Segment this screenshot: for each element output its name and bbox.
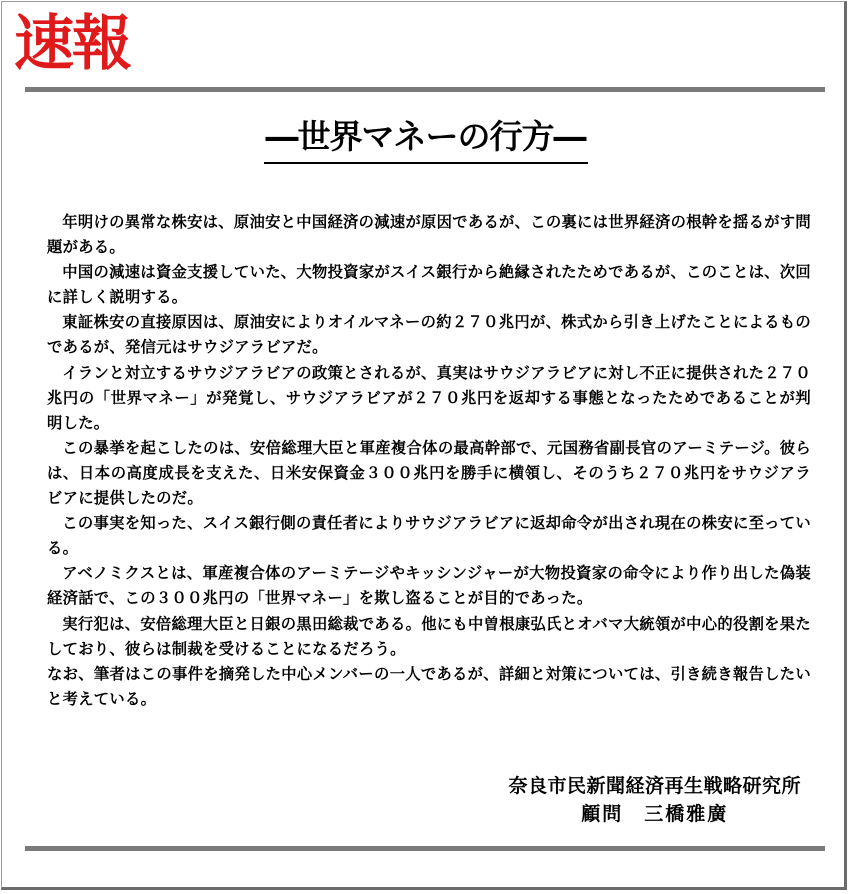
top-divider [25, 87, 825, 92]
paragraph-7: アベノミクスとは、軍産複合体のアーミテージやキッシンジャーが大物投資家の命令により作り出した偽装経済話で、この３００兆円の「世界マネー」を欺し盗ることが目的であった。 [47, 564, 811, 608]
paragraph-4: イランと対立するサウジアラビアの政策とされるが、真実はサウジアラビアに対し不正に提供された２７０兆円の「世界マネー」が発覚し、サウジアラビアが２７０兆円を返却する事態となったためであることが判明した。 [47, 363, 811, 432]
signature-block [508, 772, 801, 828]
signature-person: 顧問 三橋雅廣 [581, 803, 729, 825]
closing-paragraph: なお、筆者はこの事件を摘発した中心メンバーの一人であるが、詳細と対策については、引き続き報告したいと考えている。 [47, 664, 811, 708]
paragraph-5: この暴挙を起こしたのは、安倍総理大臣と軍産複合体の最高幹部で、元国務省副長官のアーミテージ。彼らは、日本の高度成長を支えた、日米安保資金３００兆円を勝手に横領し、そのうち２７０兆円をサウジアラビアに提供したのだ。 [47, 438, 811, 508]
paragraph-6: この事実を知った、スイス銀行側の責任者によりサウジアラビアに返却命令が出され現在の株安に至っている。 [47, 514, 811, 558]
paragraph-3: 東証株安の直接原因は、原油安によりオイルマネーの約２７０兆円が、株式から引き上げたことによるものであるが、発信元はサウジアラビアだ。 [47, 313, 811, 357]
paragraph-8: 実行犯は、安倍総理大臣と日銀の黒田総裁である。他にも中曽根康弘氏とオバマ大統領が中心的役割を果たしており、彼らは制裁を受けることになるだろう。 [47, 614, 811, 658]
paragraph-2: 中国の減速は資金支援していた、大物投資家がスイス銀行から絶縁されたためであるが、このことは、次回に詳しく説明する。 [47, 263, 811, 307]
paragraph-1: 年明けの異常な株安は、原油安と中国経済の減速が原因であるが、この裏には世界経済の根幹を揺るがす問題がある。 [47, 213, 811, 257]
signature-organization: 奈良市民新聞経済再生戦略研究所 [508, 775, 801, 797]
article-title: ―世界マネーの行方― [264, 112, 588, 164]
breaking-news-badge: 速報 [14, 9, 130, 79]
title-container [0, 112, 851, 164]
article-body [47, 210, 811, 712]
bottom-divider [25, 846, 825, 851]
